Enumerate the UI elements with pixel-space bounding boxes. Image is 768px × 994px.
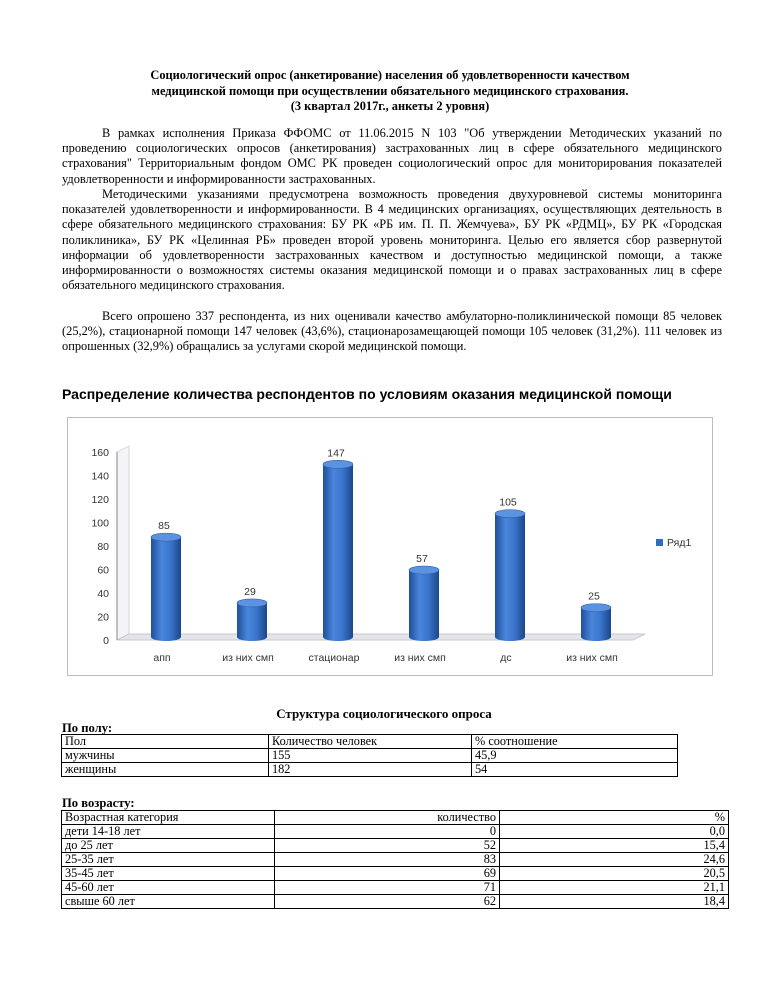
table-row (62, 749, 678, 763)
x-tick-label: из них смп (394, 652, 446, 664)
table-header-cell: % (500, 811, 729, 825)
bar-top (237, 599, 267, 607)
table-row (62, 825, 729, 839)
data-label: 147 (327, 447, 345, 460)
y-tick-label: 80 (97, 541, 109, 553)
table-row (62, 763, 678, 777)
y-tick-label: 140 (91, 470, 109, 483)
bar-top (581, 604, 611, 612)
gender-label: По полу: (62, 721, 113, 735)
data-label: 29 (244, 585, 256, 598)
bar (323, 464, 353, 641)
table-cell: 182 (269, 763, 472, 777)
age-table (61, 810, 729, 909)
table-header-row (62, 811, 729, 825)
paragraph-3: Всего опрошено 337 респондента, из них оценивали качество амбулаторно-поликлинической помощи 85 человек (25,2%), стационарной помощи 147 человек (43,6%), стационарозамещающей помощи 105 человек (31,2%). 111 человек из опрошенных (32,9%) обращались за услугами скорой медицинской помощи. (62, 309, 722, 354)
table-header-row (62, 735, 678, 749)
table-header-cell: % соотношение (472, 735, 678, 749)
bar-top (151, 533, 181, 541)
document-title (60, 68, 720, 115)
chart-side-wall (117, 446, 129, 640)
table-row (62, 895, 729, 909)
bar (581, 608, 611, 641)
bar (151, 537, 181, 641)
section-heading: Распределение количества респондентов по условиям оказания медицинской помощи (62, 386, 672, 402)
table-cell: 45-60 лет (62, 881, 275, 895)
table-cell: свыше 60 лет (62, 895, 275, 909)
table-cell: мужчины (62, 749, 269, 763)
table-header-cell: Пол (62, 735, 269, 749)
y-tick-label: 120 (91, 494, 109, 506)
bar (495, 514, 525, 641)
table-cell: 71 (275, 881, 500, 895)
y-tick-label: 160 (91, 447, 109, 459)
table-cell: 15,4 (500, 839, 729, 853)
table-cell: до 25 лет (62, 839, 275, 853)
chart-frame (67, 417, 713, 676)
table-cell: 18,4 (500, 895, 729, 909)
table-cell: 69 (275, 867, 500, 881)
table-cell: 45,9 (472, 749, 678, 763)
bar-top (323, 460, 353, 468)
table-row (62, 839, 729, 853)
bar-chart (68, 418, 712, 675)
table-cell: 21,1 (500, 881, 729, 895)
paragraph-1: В рамках исполнения Приказа ФФОМС от 11.06.2015 N 103 "Об утверждении Методических указаний по проведению социологических опросов (анкетирования) застрахованных лиц в сфере обязательного медицинского страхования" Территориальным фондом ОМС РК проведен социологический опрос для мониторирования показателей удовлетворенности и информированности застрахованных. (62, 126, 722, 186)
table-header-cell: Количество человек (269, 735, 472, 749)
table-cell: 0 (275, 825, 500, 839)
data-label: 57 (416, 553, 428, 566)
table-cell: 52 (275, 839, 500, 853)
title-line-2: медицинской помощи при осуществлении обязательного медицинского страхования. (151, 83, 629, 98)
bar (409, 570, 439, 641)
bar (237, 603, 267, 641)
x-tick-label: из них смп (222, 652, 274, 664)
title-line-3: (3 квартал 2017г., анкеты 2 уровня) (290, 99, 490, 113)
table-cell: 35-45 лет (62, 867, 275, 881)
bar-top (495, 510, 525, 518)
bar-top (409, 566, 439, 574)
table-cell: женщины (62, 763, 269, 777)
structure-title: Структура социологического опроса (276, 706, 492, 721)
legend-swatch (656, 539, 663, 546)
y-tick-label: 0 (103, 635, 109, 647)
y-tick-label: 60 (97, 564, 109, 577)
x-tick-label: из них смп (566, 652, 618, 664)
y-tick-label: 20 (97, 611, 109, 624)
legend-label: Ряд1 (667, 537, 692, 549)
gender-table (61, 734, 678, 777)
y-tick-label: 40 (97, 588, 109, 600)
table-cell: 0,0 (500, 825, 729, 839)
data-label: 105 (499, 496, 517, 509)
paragraph-2: Методическими указаниями предусмотрена возможность проведения двухуровневой системы мониторинга показателей удовлетворенности и информированности. В 4 медицинских организациях, осуществляющих деятельность в сфере обязательного медицинского страхования: БУ РК «РБ им. П. П. Жемчуева», БУ РК «РДМЦ», БУ РК «Городская поликлиника», БУ РК «Целинная РБ» проведен второй уровень мониторинга. Целью его является сбор развернутой информации об удовлетворенности застрахованных качеством и доступностью медицинской помощи, а также информированности о возможностях системы оказания медицинской помощи и о правах застрахованных лиц в сфере обязательного медицинского страхования. (62, 187, 722, 293)
x-tick-label: дс (500, 652, 512, 664)
x-tick-label: стационар (308, 652, 360, 664)
table-row (62, 867, 729, 881)
table-header-cell: Возрастная категория (62, 811, 275, 825)
y-tick-label: 100 (91, 517, 109, 530)
age-label: По возрасту: (62, 796, 135, 810)
data-label: 85 (158, 520, 170, 533)
chart-floor (117, 634, 645, 640)
table-header-cell: количество (275, 811, 500, 825)
table-cell: 25-35 лет (62, 853, 275, 867)
table-cell: 62 (275, 895, 500, 909)
title-line-1: Социологический опрос (анкетирование) населения об удовлетворенности качеством (150, 68, 630, 82)
x-tick-label: апп (153, 652, 171, 664)
table-row (62, 853, 729, 867)
table-cell: 20,5 (500, 867, 729, 881)
table-row (62, 881, 729, 895)
table-cell: 155 (269, 749, 472, 763)
data-label: 25 (588, 590, 600, 603)
table-cell: 54 (472, 763, 678, 777)
table-cell: 24,6 (500, 853, 729, 867)
table-cell: 83 (275, 853, 500, 867)
table-cell: дети 14-18 лет (62, 825, 275, 839)
